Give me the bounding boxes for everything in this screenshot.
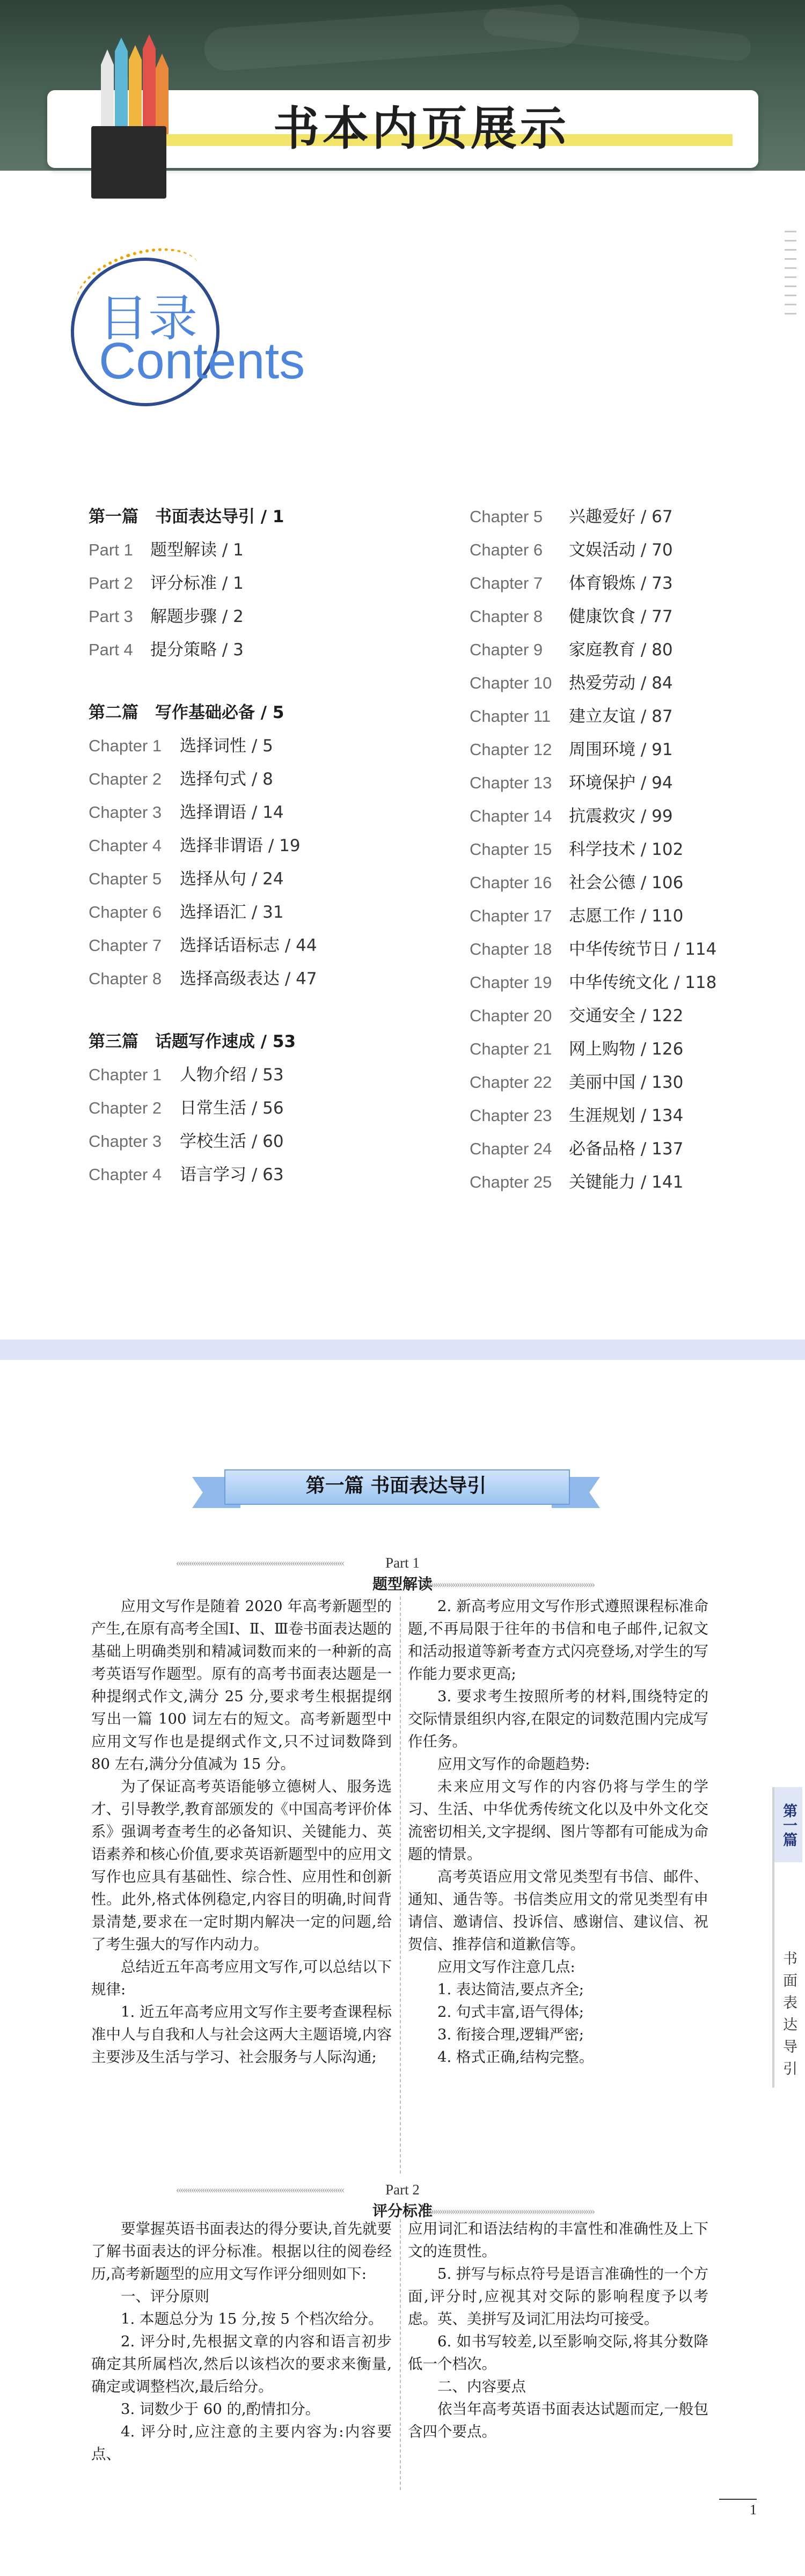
part-label: Part 1 bbox=[385, 1555, 420, 1571]
part1-header bbox=[91, 1552, 714, 1594]
section-ribbon bbox=[192, 1465, 600, 1513]
part-arrows-right: »»»»»»»»»»»»»»»»»»»»»»»»»»»»»»»»»»»»»»» bbox=[427, 1578, 594, 1590]
toc-item[interactable]: Chapter 1 选择词性 / 5 bbox=[89, 736, 273, 756]
toc-right-column bbox=[470, 500, 792, 1199]
toc-item[interactable]: Chapter 12 周围环境 / 91 bbox=[470, 740, 673, 759]
paragraph: 二、内容要点 bbox=[437, 2378, 526, 2395]
toc-item[interactable]: Chapter 8 选择高级表达 / 47 bbox=[89, 969, 317, 989]
column-divider bbox=[400, 1597, 401, 2174]
toc-item[interactable]: Chapter 7 体育锻炼 / 73 bbox=[470, 574, 673, 593]
side-chapter-tab bbox=[765, 1787, 802, 2088]
toc-item[interactable]: Chapter 3 选择谓语 / 14 bbox=[89, 803, 284, 822]
page-number: 1 bbox=[750, 2502, 757, 2518]
toc-item[interactable]: Chapter 8 健康饮食 / 77 bbox=[470, 607, 673, 626]
toc-item[interactable]: Chapter 19 中华传统文化 / 118 bbox=[470, 973, 717, 992]
part-subtitle: 题型解读 bbox=[372, 1576, 433, 1593]
tab-section-label: 书面表达导引 bbox=[780, 1951, 797, 2083]
page-number-rule bbox=[719, 2499, 757, 2500]
toc-section-title[interactable]: 第三篇 话题写作速成 / 53 bbox=[89, 1032, 296, 1051]
paragraph: 4. 格式正确,结构完整。 bbox=[437, 2048, 594, 2066]
paragraph: 1. 本题总分为 15 分,按 5 个档次给分。 bbox=[121, 2310, 383, 2328]
toc-item[interactable]: Chapter 6 文娱活动 / 70 bbox=[470, 540, 673, 560]
toc-item[interactable]: Chapter 21 网上购物 / 126 bbox=[470, 1040, 684, 1059]
part2-right-text bbox=[408, 2218, 708, 2443]
paragraph: 总结近五年高考应用文写作,可以总结以下规律: bbox=[91, 1958, 392, 1998]
toc-item[interactable]: Chapter 24 必备品格 / 137 bbox=[470, 1139, 684, 1159]
toc-item[interactable]: Chapter 2 选择句式 / 8 bbox=[89, 770, 273, 789]
part-arrows-left: ««««««««««««««««««««««««««««««««««««««« bbox=[176, 1557, 343, 1569]
part2-header bbox=[91, 2179, 714, 2221]
toc-item[interactable]: Part 4 提分策略 / 3 bbox=[89, 640, 244, 660]
toc-item[interactable]: Chapter 7 选择话语标志 / 44 bbox=[89, 936, 317, 955]
contents-title-cn: 目录 bbox=[99, 290, 198, 347]
paragraph: 高考英语应用文常见类型有书信、邮件、通知、通告等。书信类应用文的常见类型有申请信、邀请信、投诉信、感谢信、建议信、祝贺信、推荐信和道歉信等。 bbox=[408, 1868, 708, 1953]
toc-item[interactable]: Chapter 4 语言学习 / 63 bbox=[89, 1165, 284, 1184]
toc-item[interactable]: Chapter 15 科学技术 / 102 bbox=[470, 840, 684, 859]
toc-item[interactable]: Chapter 1 人物介绍 / 53 bbox=[89, 1065, 284, 1085]
toc-left-column bbox=[89, 500, 421, 1191]
toc-item[interactable]: Chapter 4 选择非谓语 / 19 bbox=[89, 836, 301, 855]
paragraph: 4. 评分时,应注意的主要内容为:内容要点、 bbox=[91, 2423, 392, 2463]
ribbon-title: 第一篇 书面表达导引 bbox=[305, 1475, 487, 1497]
paragraph: 为了保证高考英语能够立德树人、服务选才、引导教学,教育部颁发的《中国高考评价体系》强调考查考生的必备知识、关键能力、英语素养和核心价值,要求英语新题型中的应用文写作也应具有基础性、综合性、应用性和创新性。此外,格式体例稳定,内容目的明确,时间背景清楚,要求在一定时期内解决一定的问题,给了考生强大的写作内动力。 bbox=[91, 1778, 392, 1953]
toc-item[interactable]: Part 3 解题步骤 / 2 bbox=[89, 607, 244, 626]
toc-item[interactable]: Chapter 9 家庭教育 / 80 bbox=[470, 640, 673, 660]
toc-item[interactable]: Chapter 3 学校生活 / 60 bbox=[89, 1132, 284, 1151]
decorative-lines bbox=[785, 231, 801, 343]
toc-item[interactable]: Chapter 11 建立友谊 / 87 bbox=[470, 707, 673, 726]
paragraph: 1. 近五年高考应用文写作主要考查课程标准中人与自我和人与社会这两大主题语境,内容主要涉及生活与学习、社会服务与人际沟通; bbox=[91, 2003, 392, 2066]
toc-item[interactable]: Chapter 5 选择从句 / 24 bbox=[89, 869, 284, 889]
toc-item[interactable]: Part 1 题型解读 / 1 bbox=[89, 540, 244, 560]
toc-item[interactable]: Chapter 25 关键能力 / 141 bbox=[470, 1173, 684, 1192]
paragraph: 1. 表达简洁,要点齐全; bbox=[437, 1981, 584, 1998]
paragraph: 2. 评分时,先根据文章的内容和语言初步确定其所属档次,然后以该档次的要求来衡量,确定或调整档次,最后给分。 bbox=[91, 2333, 392, 2395]
part1-right-text bbox=[408, 1595, 708, 2068]
toc-item[interactable]: Chapter 2 日常生活 / 56 bbox=[89, 1099, 284, 1118]
chalk-smudge bbox=[482, 8, 752, 62]
toc-item[interactable]: Chapter 20 交通安全 / 122 bbox=[470, 1006, 684, 1026]
column-divider bbox=[400, 2219, 401, 2490]
toc-item[interactable]: Chapter 14 抗震救灾 / 99 bbox=[470, 807, 673, 826]
toc-item[interactable]: Chapter 22 美丽中国 / 130 bbox=[470, 1073, 684, 1092]
paragraph: 未来应用文写作的内容仍将与学生的学习、生活、中华优秀传统文化以及中外文化交流密切相关,文字提纲、图片等都有可能成为命题的情景。 bbox=[408, 1778, 708, 1863]
toc-item[interactable]: Chapter 18 中华传统节日 / 114 bbox=[470, 940, 717, 959]
paragraph: 2. 句式丰富,语气得体; bbox=[437, 2003, 584, 2021]
paragraph: 6. 如书写较差,以至影响交际,将其分数降低一个档次。 bbox=[408, 2333, 708, 2373]
paragraph: 5. 拼写与标点符号是语言准确性的一个方面,评分时,应视其对交际的影响程度予以考虑。英、美拼写及词汇用法均可接受。 bbox=[408, 2265, 708, 2328]
toc-item[interactable]: Chapter 10 热爱劳动 / 84 bbox=[470, 674, 673, 693]
paragraph: 依当年高考英语书面表达试题而定,一般包含四个要点。 bbox=[408, 2401, 708, 2440]
paragraph: 3. 词数少于 60 的,酌情扣分。 bbox=[121, 2401, 320, 2418]
toc-item[interactable]: Chapter 13 环境保护 / 94 bbox=[470, 773, 673, 793]
toc-item[interactable]: Chapter 17 志愿工作 / 110 bbox=[470, 906, 684, 926]
part-subtitle: 评分标准 bbox=[372, 2203, 433, 2220]
paragraph: 应用文写作的命题趋势: bbox=[437, 1755, 590, 1773]
toc-item[interactable]: Chapter 23 生涯规划 / 134 bbox=[470, 1106, 684, 1125]
banner-title: 书本内页展示 bbox=[273, 102, 569, 156]
paragraph: 2. 新高考应用文写作形式遵照课程标准命题,不再局限于往年的书信和电子邮件,记叙文和活动报道等新考查方式闪亮登场,对学生的写作能力要求更高; bbox=[408, 1598, 708, 1682]
contents-heading bbox=[71, 258, 328, 402]
paragraph: 应用文写作注意几点: bbox=[437, 1958, 575, 1975]
part2-left-text bbox=[91, 2218, 392, 2465]
part-arrows-left: ««««««««««««««««««««««««««««««««««««««« bbox=[176, 2184, 343, 2196]
paragraph: 要掌握英语书面表达的得分要诀,首先就要了解书面表达的评分标准。根据以往的阅卷经历,高考新题型的应用文写作评分细则如下: bbox=[91, 2220, 392, 2282]
toc-item[interactable]: Chapter 6 选择语汇 / 31 bbox=[89, 903, 284, 922]
paragraph: 3. 衔接合理,逻辑严密; bbox=[437, 2026, 584, 2043]
tab-active-section[interactable]: 第一篇 bbox=[774, 1787, 802, 1862]
part-arrows-right: »»»»»»»»»»»»»»»»»»»»»»»»»»»»»»»»»»»»»»» bbox=[427, 2205, 594, 2217]
toc-section-title[interactable]: 第一篇 书面表达导引 / 1 bbox=[89, 507, 284, 526]
paragraph: 3. 要求考生按照所考的材料,围绕特定的交际情景组织内容,在限定的词数范围内完成写作任务。 bbox=[408, 1688, 708, 1750]
section-separator bbox=[0, 1340, 805, 1360]
toc-item[interactable]: Chapter 16 社会公德 / 106 bbox=[470, 873, 684, 892]
paragraph: 应用词汇和语法结构的丰富性和准确性及上下文的连贯性。 bbox=[408, 2220, 708, 2260]
toc-section-title[interactable]: 第二篇 写作基础必备 / 5 bbox=[89, 703, 284, 722]
contents-title-en: Contents bbox=[99, 332, 305, 390]
part1-left-text bbox=[91, 1595, 392, 2068]
part-label: Part 2 bbox=[385, 2182, 420, 2198]
paragraph: 一、评分原则 bbox=[121, 2288, 209, 2305]
toc-item[interactable]: Part 2 评分标准 / 1 bbox=[89, 574, 244, 593]
toc-item[interactable]: Chapter 5 兴趣爱好 / 67 bbox=[470, 507, 673, 526]
paragraph: 应用文写作是随着 2020 年高考新题型的产生,在原有高考全国Ⅰ、Ⅱ、Ⅲ卷书面表达题的基础上明确类别和精减词数而来的一种新的高考英语写作题型。原有的高考书面表达题是一种提纲式作文,满分 25 分,要求考生根据提纲写出一篇 100 词左右的短文。高考新题型中应用文写作也是提纲式作文,只不过词数降到 80 左右,满分分值减为 15 分。 bbox=[91, 1598, 392, 1773]
